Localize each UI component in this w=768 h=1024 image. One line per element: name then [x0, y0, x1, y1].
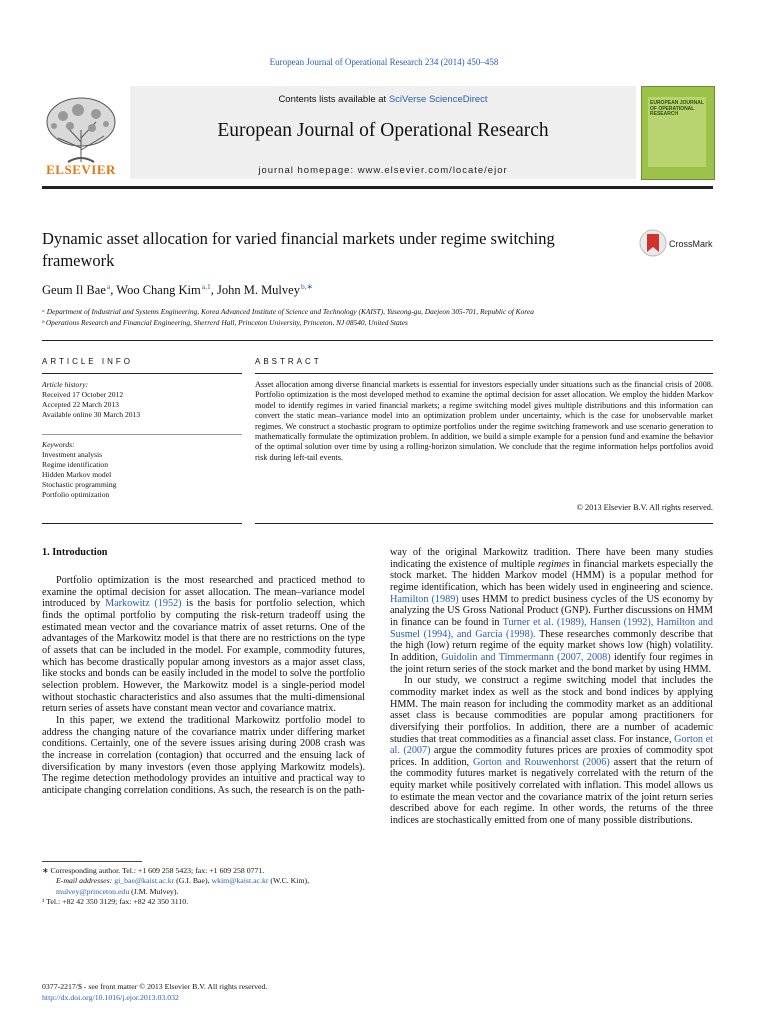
- homepage-prefix: journal homepage:: [258, 165, 358, 176]
- citation-link-gorton-rouwenhorst[interactable]: Gorton and Rouwenhorst (2006): [473, 756, 610, 768]
- text-run: way of the original Markowitz tradition. There have been many studies indicating the existence of multiple: [390, 547, 713, 570]
- author-name[interactable]: Woo Chang Kim: [116, 283, 201, 298]
- author-name[interactable]: Geum Il Bae: [42, 283, 106, 298]
- cover-title: EUROPEAN JOURNAL OF OPERATIONAL RESEARCH: [650, 100, 704, 117]
- history-label: Article history:: [42, 380, 89, 389]
- footnotes: [42, 866, 372, 907]
- text-run: In our study, we construct a regime switching model that includes the commodity market index as well as the stock and bond indices by applying HMM. The main reason for including the commodity market as an additional asset class is because commodities are popular among practitioners for diversifying their portfolios. In addition, there are a number of academic studies that treat commodities as a financial asset class. For instance,: [390, 675, 713, 745]
- history-accepted: Accepted 22 March 2013: [42, 400, 119, 409]
- history-received: Received 17 October 2012: [42, 390, 124, 399]
- keyword: Hidden Markov model: [42, 470, 112, 479]
- footnote-corresponding: ∗ Corresponding author. Tel.: +1 609 258 5423; fax: +1 609 258 0771.: [42, 866, 265, 875]
- journal-homepage: [130, 165, 636, 176]
- article-info-bottom-rule: [42, 523, 242, 524]
- affiliation-a: ᵃ Department of Industrial and Systems Engineering, Korea Advanced Institute of Science and Technology (KAIST), Yuseong-gu, Daejeon 305-701, Republic of Korea: [42, 307, 534, 316]
- citation-link-turner-hansen[interactable]: Turner et al. (1989), Hansen (1992), Hamilton and Susmel (1994), and Garcia (1998).: [390, 616, 713, 640]
- author-name[interactable]: John M. Mulvey: [216, 283, 300, 298]
- affiliation-rule: [42, 340, 713, 341]
- keyword: Stochastic programming: [42, 480, 117, 489]
- header-rule: [42, 186, 713, 189]
- homepage-url[interactable]: www.elsevier.com/locate/ejor: [357, 165, 508, 176]
- text-run: identify four regimes in the joint return series of the stock market and the bond market by using HMM.: [390, 651, 713, 675]
- crossmark-label[interactable]: CrossMark: [669, 239, 713, 249]
- contents-prefix: Contents lists available at: [278, 94, 389, 105]
- author-affiliation-mark[interactable]: b,∗: [301, 282, 313, 291]
- doi-link[interactable]: http://dx.doi.org/10.1016/j.ejor.2013.03.032: [42, 992, 179, 1002]
- contents-line: [130, 94, 636, 105]
- text-run: uses HMM to predict business cycles of the US economy by analyzing the US Gross National Product (GNP). Further discussions on HMM in finance can be found in: [390, 593, 713, 628]
- keyword: Regime identification: [42, 460, 109, 469]
- left-column: [42, 575, 365, 796]
- keywords-label: Keywords:: [42, 440, 75, 449]
- abstract-copyright: © 2013 Elsevier B.V. All rights reserved.: [576, 503, 713, 512]
- article-info-rule: [42, 373, 242, 374]
- abstract-text: Asset allocation among diverse financial markets is essential for investors especially under situations such as the financial crisis of 2008. Portfolio optimization is the most developed method to examine the optimal decision for asset allocation. We employ the hidden Markov model to identify regimes in varied financial markets; a regime switching model gives multiple distributions and this information can convert the static mean–variance model into an optimization problem under uncertainty, which is the case for unobservable market regimes. We construct a stochastic program to optimize portfolios under the regime switching framework and use scenario generation to mathematically formulate the optimization problem. In addition, we build a simple example for a pension fund and examine the behavior of the optimal solution over time by using a rolling-horizon simulation. We conclude that the regime information helps portfolios avoid risk during left-tail events.: [255, 380, 713, 462]
- paragraph: [42, 575, 365, 715]
- issn-line: 0377-2217/$ - see front matter © 2013 Elsevier B.V. All rights reserved.: [42, 982, 268, 991]
- keyword: Investment analysis: [42, 450, 103, 459]
- journal-citation[interactable]: European Journal of Operational Research 234 (2014) 450–458: [269, 57, 499, 67]
- keyword: Portfolio optimization: [42, 490, 110, 499]
- journal-name: European Journal of Operational Research: [217, 120, 549, 141]
- section-heading-introduction: 1. Introduction: [42, 547, 108, 558]
- paragraph: [390, 547, 713, 675]
- crossmark-icon[interactable]: [639, 228, 667, 258]
- abstract-bottom-rule: [255, 523, 713, 524]
- email-owner: (G.I. Bae),: [174, 876, 212, 886]
- text-run: is the basis for portfolio selection, which finds the optimal portfolio by computing the risk-return tradeoff using the estimated mean vector and the covariance matrix of asset returns. One of the advantages of the Markowitz model is that there are no restrictions on the type of assets that can be included in the model. For example, commodity futures, which has become drastically popular among investors as a major asset class, like stocks and bonds can be easily included in the model to solve the portfolio selection problem. However, the Markowitz model is a single-period model without stochastic characteristics and also assumes that the multi-dimensional return series of assets have constant mean vector and covariance matrix.: [42, 598, 365, 715]
- article-info-heading: ARTICLE INFO: [42, 357, 133, 366]
- paragraph: In this paper, we extend the traditional Markowitz portfolio model to address the changing nature of the covariance matrix under differing market conditions. Certainly, one of the severe issues arising during 2008 crash was the increase in correlation (contagion) that occurred and the ensuing lack of diversification by many investors (even those applying Markowitz models). The regime detection methodology provides an intuitive and practical way to anticipate changing correlation conditions. As such, the research is on the path-: [42, 714, 365, 796]
- email-owner: (W.C. Kim),: [268, 876, 310, 886]
- keywords-rule: [42, 434, 242, 435]
- author-list: Geum Il Bae $^a$, Woo Chang Kim $^{a,1}$, John M. Mulvey $^{b,∗}$: [42, 282, 313, 298]
- citation-link-gorton[interactable]: Gorton et al. (2007): [390, 733, 713, 757]
- text-run: These researches commonly describe that the high (low) return regime of the equity market shows low (high) volatility. In addition,: [390, 628, 713, 663]
- email-owner: (J.M. Mulvey).: [129, 886, 179, 896]
- email-link-mulvey[interactable]: mulvey@princeton.edu: [56, 886, 130, 896]
- text-run: argue the commodity futures prices are proxies of commodity spot prices. In addition,: [390, 745, 713, 768]
- footnote-1: ¹ Tel.: +82 42 350 3129; fax: +82 42 350 3110.: [42, 896, 189, 906]
- citation-link-hamilton[interactable]: Hamilton (1989): [390, 593, 459, 605]
- author-affiliation-mark[interactable]: a,1: [201, 282, 211, 291]
- footnote-rule: [42, 861, 142, 862]
- article-title: Dynamic asset allocation for varied financial markets under regime switching framework: [42, 229, 555, 270]
- affiliation-b: ᵇ Operations Research and Financial Engineering, Sherrerd Hall, Princeton University, Princeton, NJ 08540, United States: [42, 318, 408, 327]
- footnote-emails: [42, 876, 372, 897]
- author-affiliation-mark[interactable]: a: [106, 282, 111, 291]
- abstract-heading: ABSTRACT: [255, 357, 322, 366]
- abstract-rule: [255, 373, 713, 374]
- email-link-bae[interactable]: gi_bae@kaist.ac.kr: [114, 876, 175, 886]
- text-run: in financial markets especially the stock market. The hidden Markov model (HMM) is a popular method for regime identification, which has been widely used in engineering and science.: [390, 558, 713, 593]
- right-column: [390, 547, 713, 827]
- email-link-kim[interactable]: wkim@kaist.ac.kr: [211, 876, 269, 886]
- paragraph: [390, 675, 713, 827]
- emphasis: regimes: [537, 558, 570, 570]
- article-history: [42, 380, 242, 420]
- journal-cover-image: [641, 86, 715, 180]
- sciencedirect-link[interactable]: SciVerse ScienceDirect: [388, 94, 488, 105]
- front-matter: [42, 982, 372, 1003]
- history-online: Available online 30 March 2013: [42, 410, 141, 419]
- text-run: Portfolio optimization is the most researched and practiced method to examine the optimal decision for asset allocation. The mean–variance model introduced by: [42, 575, 365, 610]
- keywords-block: [42, 440, 242, 500]
- text-run: assert that the return of the commodity futures market is negatively correlated with the return of the equity market while positively correlated with inflation. This model allows us to estimate the mean vector and the covariance matrix of the joint return series described above for each regime. In other words, the returns of the three indices are stochastically emitted from one of many possible distributions.: [390, 756, 713, 827]
- citation-link-markowitz[interactable]: Markowitz (1952): [105, 598, 182, 610]
- elsevier-wordmark: ELSEVIER: [46, 162, 116, 177]
- email-label: E-mail addresses:: [56, 876, 115, 886]
- citation-link-guidolin[interactable]: Guidolin and Timmermann (2007, 2008): [441, 651, 611, 663]
